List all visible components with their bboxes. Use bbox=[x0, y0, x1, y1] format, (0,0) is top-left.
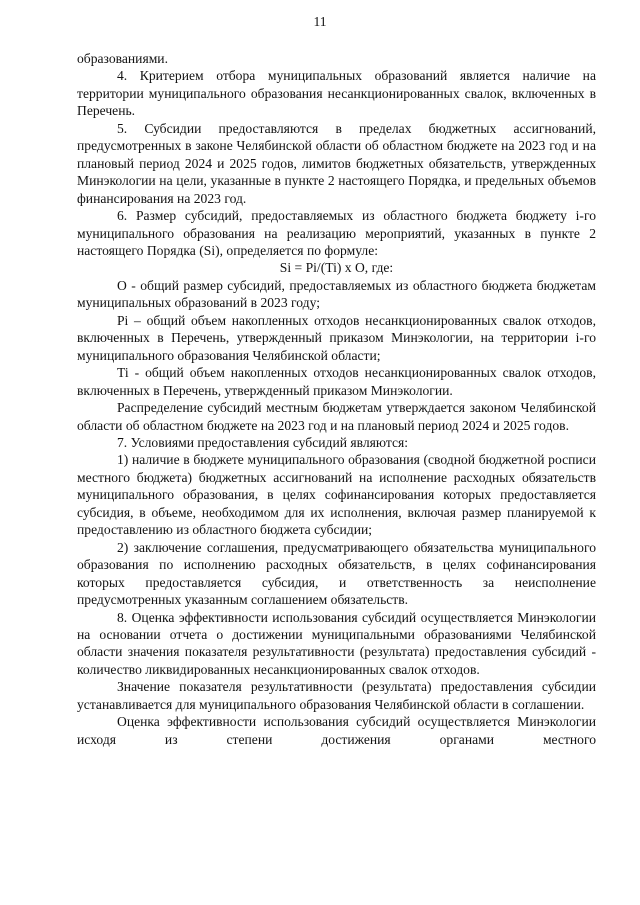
paragraph-item-8: 8. Оценка эффективности использования субсидий осуществляется Минэкологии на основании отчета о достижении муниципальными образованиями Челябинской области значения показателя результативности (результата) предоставления субсидий - количество ликвидированных несанкционированных свалок отходов. bbox=[77, 609, 596, 677]
paragraph-distribution: Распределение субсидий местным бюджетам утверждается законом Челябинской области об областном бюджете на 2023 год и на плановый период 2024 и 2025 годов. bbox=[77, 400, 596, 433]
condition-1: 1) наличие в бюджете муниципального образования (сводной бюджетной росписи местного бюджета) бюджетных ассигнований на исполнение расходных обязательств муниципального образования, в целях софинансирования которых предоставляется субсидия, в объеме, необходимом для их исполнения, включая размер планируемой к предоставлению из областного бюджета субсидии; bbox=[77, 452, 596, 538]
condition-2: 2) заключение соглашения, предусматривающего обязательства муниципального образования по исполнению расходных обязательств, в целях софинансирования которых предоставляется субсидия, и ответственность за неисполнение предусмотренных указанным соглашением обязательств. bbox=[77, 539, 596, 608]
paragraph-item-6: 6. Размер субсидий, предоставляемых из областного бюджета бюджету i-го муниципального образования на реализацию мероприятий, указанных в пункте 2 настоящего Порядка (Si), определяется по формуле: bbox=[77, 208, 596, 258]
document-body bbox=[77, 50, 596, 748]
paragraph-indicator-value: Значение показателя результативности (результата) предоставления субсидии устанавливается для муниципального образования Челябинской области в соглашении. bbox=[77, 679, 596, 712]
subsidy-formula: Si = Pi/(Ti) x O, где: bbox=[279, 260, 394, 276]
paragraph-item-7: 7. Условиями предоставления субсидий являются: bbox=[117, 434, 409, 450]
paragraph-item-4: 4. Критерием отбора муниципальных образований является наличие на территории муниципального образования несанкционированных свалок, включенных в Перечень. bbox=[77, 68, 596, 119]
paragraph-efficiency-assessment: Оценка эффективности использования субсидий осуществляется Минэкологии исходя из степени достижения органами местного bbox=[77, 714, 596, 747]
definition-o: O - общий размер субсидий, предоставляемых из областного бюджета бюджетам муниципальных образований в 2023 году; bbox=[77, 277, 596, 311]
definition-ti: Ti - общий объем накопленных отходов несанкционированных свалок отходов, включенных в Перечень, утвержденный приказом Минэкологии. bbox=[77, 365, 596, 398]
page-number: 11 bbox=[313, 14, 327, 29]
paragraph-continuation: образованиями. bbox=[77, 51, 168, 66]
paragraph-item-5: 5. Субсидии предоставляются в пределах бюджетных ассигнований, предусмотренных в законе Челябинской области об областном бюджете на 2023 год и на плановый период 2024 и 2025 годов, лимитов бюджетных обязательств, утвержденных Минэкологии на цели, указанные в пункте 2 настоящего Порядка, и предельных объемов финансирования на 2023 год. bbox=[77, 120, 596, 206]
definition-pi: Pi – общий объем накопленных отходов несанкционированных свалок отходов, включенных в Перечень, утвержденный приказом Минэкологии, на территории i-го муниципального образования Челябинской области; bbox=[77, 312, 596, 363]
